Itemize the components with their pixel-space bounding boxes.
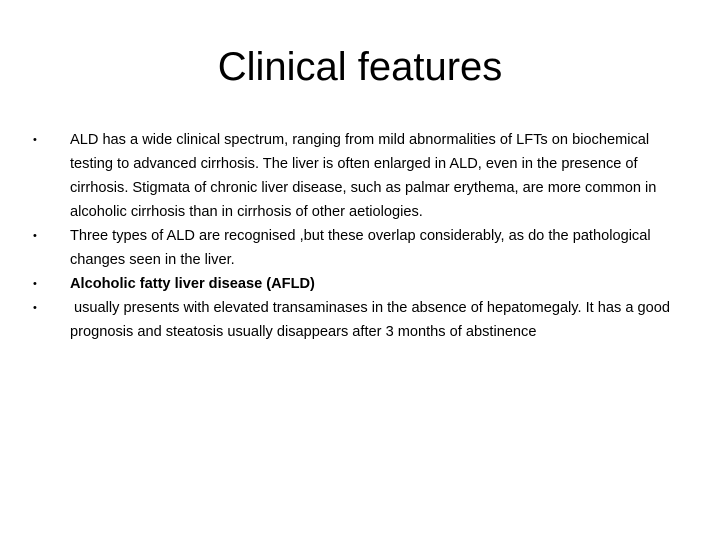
bullet-list: [0, 128, 720, 344]
bullet-text: ALD has a wide clinical spectrum, ranging from mild abnormalities of LFTs on biochemical testing to advanced cirrhosis. The liver is often enlarged in ALD, even in the presence of cirrhosis. Stigmata of chronic liver disease, such as palmar erythema, are more common in alcoholic cirrhosis than in cirrhosis of other aetiologies.: [70, 132, 657, 220]
bullet-dot-icon: •: [33, 134, 37, 146]
bullet-dot-icon: •: [33, 302, 37, 314]
slide-title: Clinical features: [217, 45, 503, 89]
bullet-heading-afld: Alcoholic fatty liver disease (AFLD): [70, 276, 315, 292]
bullet-item: [0, 128, 720, 224]
bullet-dot-icon: •: [33, 230, 37, 242]
bullet-dot-icon: •: [33, 278, 37, 290]
bullet-text: Three types of ALD are recognised ,but these overlap considerably, as do the pathological changes seen in the liver.: [70, 228, 651, 268]
bullet-item: [0, 224, 720, 272]
bullet-item: [0, 272, 720, 296]
bullet-item: [0, 296, 720, 344]
bullet-text: usually presents with elevated transaminases in the absence of hepatomegaly. It has a good prognosis and steatosis usually disappears after 3 months of abstinence: [70, 300, 671, 340]
